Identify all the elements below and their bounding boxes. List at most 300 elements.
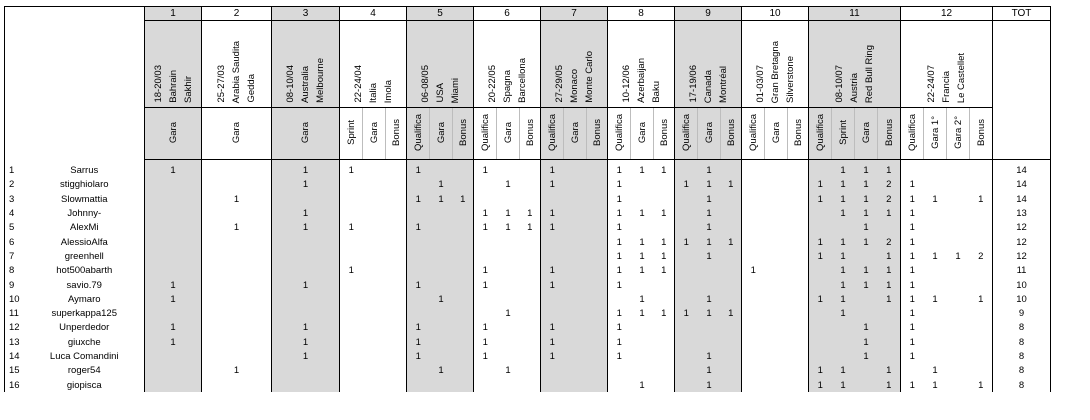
score-cell: 1 (541, 164, 564, 178)
score-cell (654, 335, 675, 349)
session-label (430, 108, 453, 160)
score-cell (947, 364, 970, 378)
score-cell (541, 192, 564, 206)
tot-header: TOT (993, 7, 1051, 21)
score-cell (970, 164, 993, 178)
score-cell (947, 221, 970, 235)
session-label (878, 108, 901, 160)
score-cell (541, 364, 564, 378)
round-number-8: 8 (608, 7, 675, 21)
score-cell (145, 306, 202, 320)
score-cell: 1 (145, 164, 202, 178)
player-name: greenhell (25, 249, 145, 263)
score-cell: 1 (698, 178, 721, 192)
round-info-wrap (474, 21, 540, 107)
score-cell: 1 (272, 221, 340, 235)
score-cell (788, 164, 809, 178)
score-cell: 1 (721, 178, 742, 192)
session-label-text: Sprint (345, 120, 357, 145)
score-cell (587, 235, 608, 249)
score-cell: 1 (970, 378, 993, 392)
score-cell (855, 292, 878, 306)
rank: 12 (5, 321, 25, 335)
score-cell (430, 249, 453, 263)
round-date: 10-12/06 (620, 65, 632, 103)
score-cell (809, 278, 832, 292)
score-cell: 1 (340, 264, 363, 278)
score-cell (453, 206, 474, 220)
round-number-6: 6 (474, 7, 541, 21)
score-cell: 1 (832, 249, 855, 263)
score-cell: 1 (970, 192, 993, 206)
round-info-wrap (742, 21, 808, 107)
score-cell: 1 (608, 192, 631, 206)
score-cell (430, 235, 453, 249)
total-points: 14 (993, 192, 1051, 206)
score-cell (765, 235, 788, 249)
session-label (631, 108, 654, 160)
score-cell (742, 306, 765, 320)
session-label (970, 108, 993, 160)
total-points: 8 (993, 378, 1051, 392)
round-date: 18-20/03 (152, 65, 164, 103)
round-circuit: Red Bull Ring (864, 44, 875, 103)
score-cell (901, 164, 924, 178)
score-cell (970, 349, 993, 363)
round-info-wrap (340, 21, 406, 107)
rank: 2 (5, 178, 25, 192)
score-cell (386, 364, 407, 378)
score-cell (675, 292, 698, 306)
session-label-text: Qualifica (747, 114, 759, 151)
round-date: 08-10/04 (285, 65, 296, 103)
score-cell: 1 (145, 321, 202, 335)
score-cell (721, 378, 742, 392)
score-cell (453, 378, 474, 392)
score-cell: 1 (541, 349, 564, 363)
score-cell (363, 349, 386, 363)
score-cell (654, 364, 675, 378)
round-number-7: 7 (541, 7, 608, 21)
player-name: AlessioAlfa (25, 235, 145, 249)
score-cell (497, 335, 520, 349)
score-cell (453, 335, 474, 349)
session-label-text: Bonus (457, 119, 469, 146)
score-cell: 1 (474, 221, 497, 235)
score-cell (742, 221, 765, 235)
score-cell: 2 (878, 192, 901, 206)
score-cell (564, 178, 587, 192)
score-cell (453, 178, 474, 192)
score-cell (587, 292, 608, 306)
score-cell (924, 206, 947, 220)
score-cell: 1 (698, 364, 721, 378)
score-cell (453, 321, 474, 335)
player-name: stigghiolaro (25, 178, 145, 192)
score-cell: 1 (832, 378, 855, 392)
score-cell: 1 (878, 292, 901, 306)
score-cell (564, 235, 587, 249)
round-info-wrap (202, 21, 271, 107)
round-circuit: Le Castellet (956, 52, 967, 103)
score-cell (430, 278, 453, 292)
score-cell (202, 335, 272, 349)
score-cell (765, 249, 788, 263)
round-number-5: 5 (407, 7, 474, 21)
score-cell (202, 264, 272, 278)
score-cell: 1 (675, 235, 698, 249)
score-cell: 2 (970, 249, 993, 263)
score-cell: 1 (721, 235, 742, 249)
table-row (5, 378, 1051, 392)
session-label-text: Gara (636, 121, 648, 144)
table-row (5, 164, 1051, 178)
score-cell (970, 178, 993, 192)
score-cell: 1 (901, 264, 924, 278)
score-cell (947, 178, 970, 192)
session-label-text: Gara (502, 121, 514, 144)
score-cell (430, 306, 453, 320)
score-cell (564, 349, 587, 363)
score-cell (788, 221, 809, 235)
score-cell (386, 335, 407, 349)
score-cell (363, 292, 386, 306)
table-row (5, 278, 1051, 292)
score-cell (788, 235, 809, 249)
session-label-text: Gara 1° (929, 116, 941, 149)
session-label (520, 108, 541, 160)
score-cell (721, 364, 742, 378)
score-cell: 1 (901, 235, 924, 249)
score-cell: 1 (832, 178, 855, 192)
score-cell (631, 178, 654, 192)
score-cell (721, 249, 742, 263)
round-circuit: Imola (382, 79, 394, 103)
score-cell: 1 (474, 335, 497, 349)
total-points: 14 (993, 178, 1051, 192)
player-name: giopisca (25, 378, 145, 392)
score-cell (272, 292, 340, 306)
score-cell (363, 192, 386, 206)
total-points: 8 (993, 349, 1051, 363)
score-cell: 1 (675, 306, 698, 320)
score-cell (765, 292, 788, 306)
session-label (474, 108, 497, 160)
round-date: 08-10/07 (834, 65, 845, 103)
round-info-6 (474, 21, 541, 108)
score-cell (855, 306, 878, 320)
score-cell: 1 (901, 278, 924, 292)
session-label-text: Bonus (658, 119, 670, 146)
session-label (497, 108, 520, 160)
score-cell (145, 221, 202, 235)
session-label-text: Gara (435, 121, 447, 144)
session-label-text: Qualifica (546, 114, 558, 151)
score-cell (765, 164, 788, 178)
score-cell: 1 (832, 192, 855, 206)
score-cell (497, 192, 520, 206)
score-cell (520, 349, 541, 363)
score-cell (564, 264, 587, 278)
session-label (947, 108, 970, 160)
score-cell (721, 349, 742, 363)
score-cell (809, 164, 832, 178)
score-cell: 1 (721, 306, 742, 320)
score-cell: 1 (145, 278, 202, 292)
score-cell (386, 306, 407, 320)
score-cell (587, 321, 608, 335)
score-cell: 1 (809, 378, 832, 392)
score-cell: 1 (272, 321, 340, 335)
score-cell (947, 278, 970, 292)
score-cell (970, 364, 993, 378)
score-cell (474, 306, 497, 320)
score-cell (924, 349, 947, 363)
score-cell (272, 249, 340, 263)
session-label (924, 108, 947, 160)
session-label (809, 108, 832, 160)
round-country: Bahrain (167, 70, 179, 103)
session-label (564, 108, 587, 160)
round-country: USA (434, 83, 446, 103)
score-cell: 1 (832, 306, 855, 320)
score-cell (363, 221, 386, 235)
score-cell (742, 335, 765, 349)
score-cell (145, 235, 202, 249)
score-cell (970, 321, 993, 335)
score-cell (878, 321, 901, 335)
score-cell (901, 364, 924, 378)
score-cell (340, 292, 363, 306)
score-cell (407, 306, 430, 320)
score-cell: 1 (654, 249, 675, 263)
score-cell: 1 (924, 249, 947, 263)
session-label (587, 108, 608, 160)
table-row (5, 321, 1051, 335)
rank: 3 (5, 192, 25, 206)
score-cell: 1 (698, 378, 721, 392)
score-cell: 1 (430, 178, 453, 192)
score-cell (386, 378, 407, 392)
player-name: giuxche (25, 335, 145, 349)
score-cell (765, 364, 788, 378)
tot-header-space (993, 108, 1051, 160)
score-cell (340, 364, 363, 378)
score-cell (497, 164, 520, 178)
score-cell (721, 192, 742, 206)
player-name: Luca Comandini (25, 349, 145, 363)
score-cell: 1 (407, 349, 430, 363)
score-cell (363, 378, 386, 392)
score-cell (474, 178, 497, 192)
score-cell (541, 292, 564, 306)
round-number-10: 10 (742, 7, 809, 21)
score-cell (587, 178, 608, 192)
score-cell (497, 264, 520, 278)
score-cell (430, 221, 453, 235)
round-number-4: 4 (340, 7, 407, 21)
score-cell: 1 (878, 249, 901, 263)
score-cell (497, 249, 520, 263)
table-row (5, 306, 1051, 320)
session-label-text: Gara (860, 121, 872, 144)
round-number-12: 12 (901, 7, 993, 21)
score-cell (878, 335, 901, 349)
score-cell: 1 (924, 292, 947, 306)
score-cell: 1 (878, 264, 901, 278)
score-cell: 1 (855, 264, 878, 278)
round-date: 20-22/05 (486, 65, 498, 103)
session-label-text: Sprint (837, 120, 849, 145)
score-cell (947, 335, 970, 349)
score-cell: 1 (631, 306, 654, 320)
session-label (272, 108, 340, 160)
score-cell (145, 206, 202, 220)
score-cell (765, 335, 788, 349)
score-cell: 1 (855, 335, 878, 349)
rank: 13 (5, 335, 25, 349)
score-cell (631, 221, 654, 235)
session-label (698, 108, 721, 160)
score-cell: 1 (497, 178, 520, 192)
score-cell: 1 (541, 206, 564, 220)
round-info-wrap (675, 21, 741, 107)
score-cell: 1 (878, 164, 901, 178)
score-cell: 1 (901, 349, 924, 363)
round-country: Francia (941, 71, 952, 103)
score-cell (340, 378, 363, 392)
score-cell (675, 206, 698, 220)
round-info-9 (675, 21, 742, 108)
score-cell (947, 164, 970, 178)
score-cell (363, 321, 386, 335)
session-label-text: Gara (231, 121, 242, 144)
table-row (5, 221, 1051, 235)
score-cell: 1 (202, 364, 272, 378)
score-cell (654, 321, 675, 335)
score-cell: 1 (202, 221, 272, 235)
round-info-3 (272, 21, 340, 108)
score-cell (587, 335, 608, 349)
score-cell: 1 (407, 278, 430, 292)
score-cell: 1 (698, 206, 721, 220)
score-cell (675, 335, 698, 349)
round-info-2 (202, 21, 272, 108)
score-cell (742, 249, 765, 263)
score-cell (453, 249, 474, 263)
score-cell: 2 (878, 178, 901, 192)
score-cell: 1 (541, 278, 564, 292)
player-name: savio.79 (25, 278, 145, 292)
score-cell (947, 206, 970, 220)
score-cell (541, 378, 564, 392)
score-cell: 1 (608, 178, 631, 192)
score-cell: 1 (654, 206, 675, 220)
round-info-10 (742, 21, 809, 108)
table-row (5, 178, 1051, 192)
player-name: hot500abarth (25, 264, 145, 278)
score-cell (202, 378, 272, 392)
score-cell: 1 (855, 321, 878, 335)
score-cell (608, 292, 631, 306)
score-cell (520, 335, 541, 349)
score-cell (202, 178, 272, 192)
score-cell (832, 321, 855, 335)
score-cell (742, 292, 765, 306)
round-number-2: 2 (202, 7, 272, 21)
score-cell (430, 164, 453, 178)
score-cell (564, 292, 587, 306)
table-row (5, 364, 1051, 378)
round-circuit: Silverstone (784, 56, 796, 103)
score-cell (788, 349, 809, 363)
score-cell (924, 335, 947, 349)
score-cell (765, 349, 788, 363)
score-cell: 1 (855, 221, 878, 235)
rank: 9 (5, 278, 25, 292)
score-cell: 1 (947, 249, 970, 263)
score-cell (788, 192, 809, 206)
score-cell (742, 206, 765, 220)
score-cell: 1 (520, 221, 541, 235)
score-cell (340, 178, 363, 192)
score-cell: 1 (901, 221, 924, 235)
round-country: Australia (300, 66, 311, 103)
score-cell (742, 321, 765, 335)
score-cell (386, 264, 407, 278)
score-cell (386, 178, 407, 192)
session-label (721, 108, 742, 160)
total-points: 12 (993, 235, 1051, 249)
score-cell (474, 378, 497, 392)
session-label (654, 108, 675, 160)
score-cell (202, 349, 272, 363)
score-cell: 1 (474, 349, 497, 363)
score-cell (721, 278, 742, 292)
score-cell (145, 249, 202, 263)
score-cell (363, 235, 386, 249)
score-cell (765, 378, 788, 392)
score-cell (675, 264, 698, 278)
session-label-text: Bonus (725, 119, 737, 146)
score-cell (145, 378, 202, 392)
session-label (765, 108, 788, 160)
score-cell (497, 349, 520, 363)
score-cell: 1 (855, 278, 878, 292)
score-cell (809, 206, 832, 220)
rank: 10 (5, 292, 25, 306)
score-cell (675, 221, 698, 235)
score-cell: 1 (202, 192, 272, 206)
score-cell: 1 (698, 221, 721, 235)
rank: 16 (5, 378, 25, 392)
score-cell (363, 264, 386, 278)
session-label-text: Bonus (390, 119, 402, 146)
total-points: 9 (993, 306, 1051, 320)
score-cell (742, 192, 765, 206)
score-cell: 1 (970, 292, 993, 306)
round-info-wrap (901, 21, 992, 107)
score-cell (564, 278, 587, 292)
score-cell (520, 164, 541, 178)
round-number-11: 11 (809, 7, 901, 21)
score-cell (587, 278, 608, 292)
score-cell (407, 292, 430, 306)
score-cell (587, 249, 608, 263)
session-label-text: Bonus (524, 119, 536, 146)
score-cell (742, 278, 765, 292)
score-cell (564, 364, 587, 378)
